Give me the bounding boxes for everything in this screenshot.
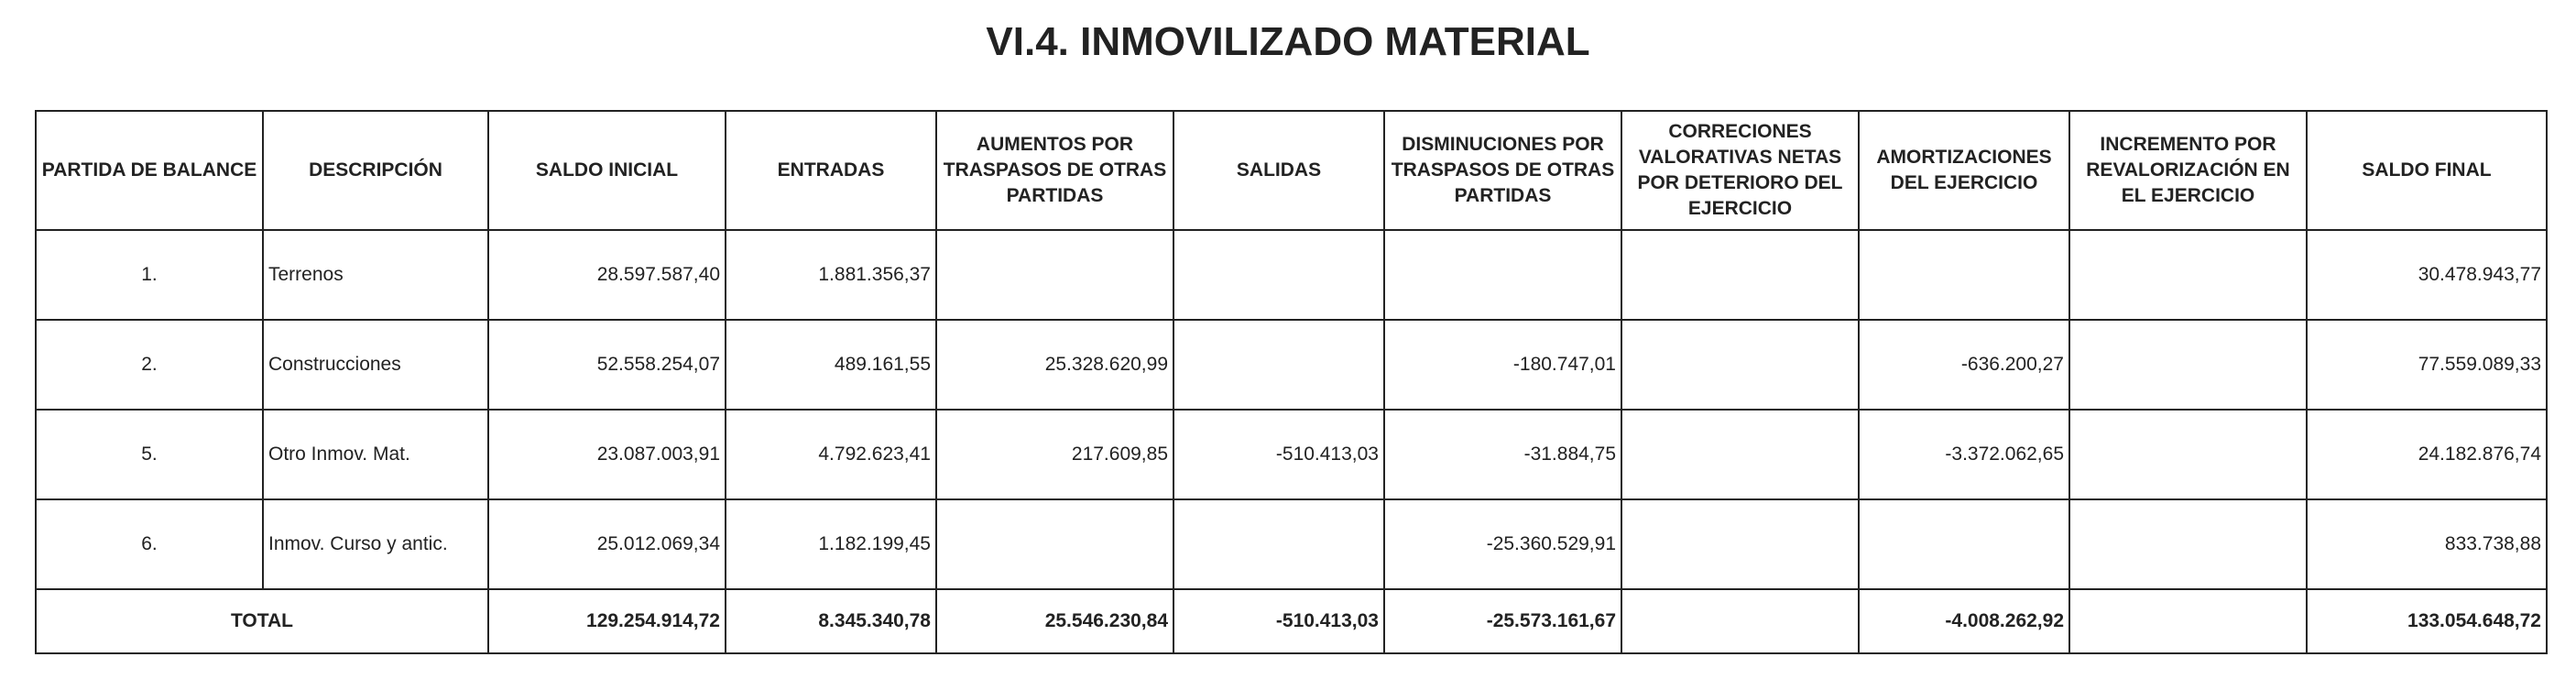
- cell-aumentos: [936, 499, 1173, 589]
- cell-partida: 1.: [36, 230, 263, 320]
- total-aumentos: 25.546.230,84: [936, 589, 1173, 653]
- cell-aumentos: [936, 230, 1173, 320]
- cell-salidas: [1173, 499, 1384, 589]
- table-row: [36, 230, 2547, 320]
- column-header-salidas: SALIDAS: [1173, 111, 1384, 230]
- cell-aumentos: 25.328.620,99: [936, 320, 1173, 410]
- total-label: TOTAL: [36, 589, 488, 653]
- cell-disminuciones: [1384, 230, 1621, 320]
- cell-partida: 5.: [36, 410, 263, 499]
- column-header-entradas: ENTRADAS: [726, 111, 936, 230]
- cell-entradas: 1.881.356,37: [726, 230, 936, 320]
- cell-salidas: [1173, 320, 1384, 410]
- cell-amortizaciones: [1859, 499, 2069, 589]
- cell-correcciones: [1621, 230, 1859, 320]
- cell-saldo-inicial: 28.597.587,40: [488, 230, 726, 320]
- column-header-incremento: INCREMENTO POR REVALORIZACIÓN EN EL EJERCICIO: [2069, 111, 2307, 230]
- total-row: [36, 589, 2547, 653]
- column-header-disminuciones: DISMINUCIONES POR TRASPASOS DE OTRAS PARTIDAS: [1384, 111, 1621, 230]
- cell-disminuciones: -31.884,75: [1384, 410, 1621, 499]
- cell-amortizaciones: [1859, 230, 2069, 320]
- cell-salidas: [1173, 230, 1384, 320]
- cell-descripcion: Terrenos: [263, 230, 488, 320]
- cell-incremento: [2069, 499, 2307, 589]
- table-row: [36, 320, 2547, 410]
- balance-table: [35, 110, 2548, 654]
- column-header-saldo-inicial: SALDO INICIAL: [488, 111, 726, 230]
- cell-saldo-final: 30.478.943,77: [2307, 230, 2547, 320]
- cell-saldo-final: 833.738,88: [2307, 499, 2547, 589]
- table-row: [36, 499, 2547, 589]
- cell-disminuciones: -180.747,01: [1384, 320, 1621, 410]
- column-header-descripcion: DESCRIPCIÓN: [263, 111, 488, 230]
- total-amortizaciones: -4.008.262,92: [1859, 589, 2069, 653]
- cell-disminuciones: -25.360.529,91: [1384, 499, 1621, 589]
- cell-incremento: [2069, 320, 2307, 410]
- cell-descripcion: Otro Inmov. Mat.: [263, 410, 488, 499]
- cell-entradas: 1.182.199,45: [726, 499, 936, 589]
- total-saldo-inicial: 129.254.914,72: [488, 589, 726, 653]
- cell-aumentos: 217.609,85: [936, 410, 1173, 499]
- total-incremento: [2069, 589, 2307, 653]
- total-disminuciones: -25.573.161,67: [1384, 589, 1621, 653]
- column-header-partida: PARTIDA DE BALANCE: [36, 111, 263, 230]
- page-title: VI.4. INMOVILIZADO MATERIAL: [986, 19, 1590, 64]
- cell-descripcion: Construcciones: [263, 320, 488, 410]
- cell-saldo-inicial: 23.087.003,91: [488, 410, 726, 499]
- cell-saldo-inicial: 52.558.254,07: [488, 320, 726, 410]
- cell-amortizaciones: -636.200,27: [1859, 320, 2069, 410]
- column-header-correcciones: CORRECIONES VALORATIVAS NETAS POR DETERIORO DEL EJERCICIO: [1621, 111, 1859, 230]
- column-header-saldo-final: SALDO FINAL: [2307, 111, 2547, 230]
- total-correcciones: [1621, 589, 1859, 653]
- cell-salidas: -510.413,03: [1173, 410, 1384, 499]
- column-header-aumentos: AUMENTOS POR TRASPASOS DE OTRAS PARTIDAS: [936, 111, 1173, 230]
- cell-entradas: 4.792.623,41: [726, 410, 936, 499]
- table-row: [36, 410, 2547, 499]
- cell-amortizaciones: -3.372.062,65: [1859, 410, 2069, 499]
- table-header-row: [36, 111, 2547, 230]
- cell-saldo-final: 77.559.089,33: [2307, 320, 2547, 410]
- cell-correcciones: [1621, 499, 1859, 589]
- cell-entradas: 489.161,55: [726, 320, 936, 410]
- cell-partida: 6.: [36, 499, 263, 589]
- cell-partida: 2.: [36, 320, 263, 410]
- cell-saldo-inicial: 25.012.069,34: [488, 499, 726, 589]
- total-entradas: 8.345.340,78: [726, 589, 936, 653]
- cell-correcciones: [1621, 320, 1859, 410]
- total-salidas: -510.413,03: [1173, 589, 1384, 653]
- column-header-amortizaciones: AMORTIZACIONES DEL EJERCICIO: [1859, 111, 2069, 230]
- cell-correcciones: [1621, 410, 1859, 499]
- total-saldo-final: 133.054.648,72: [2307, 589, 2547, 653]
- cell-incremento: [2069, 410, 2307, 499]
- cell-incremento: [2069, 230, 2307, 320]
- cell-saldo-final: 24.182.876,74: [2307, 410, 2547, 499]
- cell-descripcion: Inmov. Curso y antic.: [263, 499, 488, 589]
